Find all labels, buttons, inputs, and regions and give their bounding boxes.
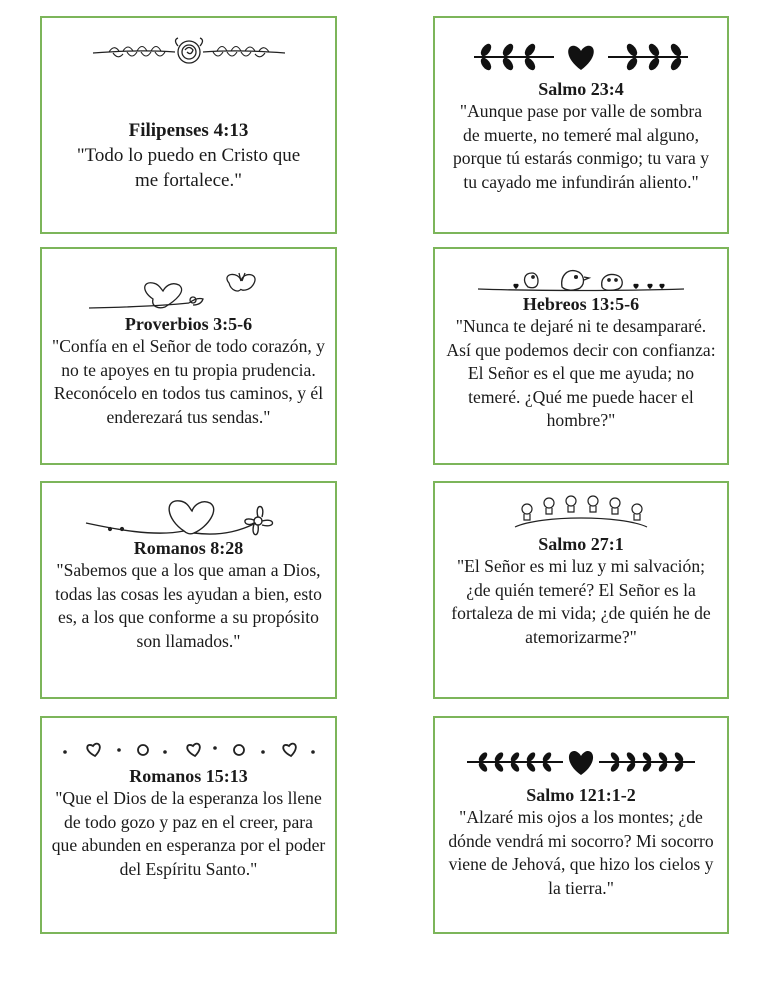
verse-text: "Alzaré mis ojos a los montes; ¿de dónde vendrá mi socorro? Mi socorro viene de Jehová, que hizo los cielos y la tierra." — [448, 807, 714, 898]
verse-text: "Confía en el Señor de todo corazón, y no te apoyes en tu propia prudencia. Reconócelo en todos tus caminos, y él enderezará tus sendas." — [52, 336, 325, 427]
verse-reference: Salmo 121:1-2 — [526, 785, 636, 805]
laurel-heart-divider-icon — [435, 42, 727, 72]
verse-reference: Romanos 8:28 — [133, 538, 244, 558]
arrow-heart-divider-icon — [435, 748, 727, 776]
verse-card-salmo-27 — [433, 481, 729, 699]
verse-card-proverbios — [40, 247, 337, 465]
verse-text: "Aunque pase por valle de sombra de muerte, no temeré mal alguno, porque tú estarás conmigo; tu vara y tu cayado me infundirán aliento." — [453, 101, 710, 192]
verse-reference: Hebreos 13:5-6 — [522, 294, 640, 314]
heart-butterfly-line-icon — [42, 269, 335, 313]
verse-card-salmo-23 — [433, 16, 729, 234]
verse-card-romanos-15 — [40, 716, 337, 934]
verse-card-salmo-121 — [433, 716, 729, 934]
verse-card-hebreos — [433, 247, 729, 465]
verse-reference: Romanos 15:13 — [129, 766, 248, 786]
verse-reference: Salmo 23:4 — [538, 79, 624, 99]
verse-text: "Que el Dios de la esperanza los llene de todo gozo y paz en el creer, para que abunden en esperanza por el poder del Espíritu Santo." — [51, 788, 326, 879]
verse-text: "Todo lo puedo en Cristo que me fortalece." — [76, 145, 301, 191]
verse-text: "El Señor es mi luz y mi salvación; ¿de quién temeré? El Señor es la fortaleza de mi vida; ¿de quién he de atemorizarme?" — [451, 556, 711, 647]
verse-text: "Sabemos que a los que aman a Dios, todas las cosas les ayudan a bien, esto es, a los que conforme a su propósito son llamados." — [55, 560, 322, 651]
heart-flower-swirl-icon — [42, 493, 335, 543]
light-bulb-string-icon — [435, 491, 727, 531]
birds-on-wire-icon — [435, 261, 727, 297]
verse-card-romanos-8 — [40, 481, 337, 699]
verse-card-filipenses — [40, 16, 337, 234]
verse-text: "Nunca te dejaré ni te desampararé. Así que podemos decir con confianza: El Señor es el que me ayuda; no temeré. ¿Qué me puede hacer el hombre?" — [446, 316, 716, 431]
floral-rose-flourish-icon — [42, 36, 335, 68]
verse-reference: Salmo 27:1 — [538, 534, 624, 554]
dots-hearts-row-icon — [42, 738, 335, 762]
verse-reference: Proverbios 3:5-6 — [124, 314, 253, 334]
verse-reference: Filipenses 4:13 — [128, 120, 249, 141]
